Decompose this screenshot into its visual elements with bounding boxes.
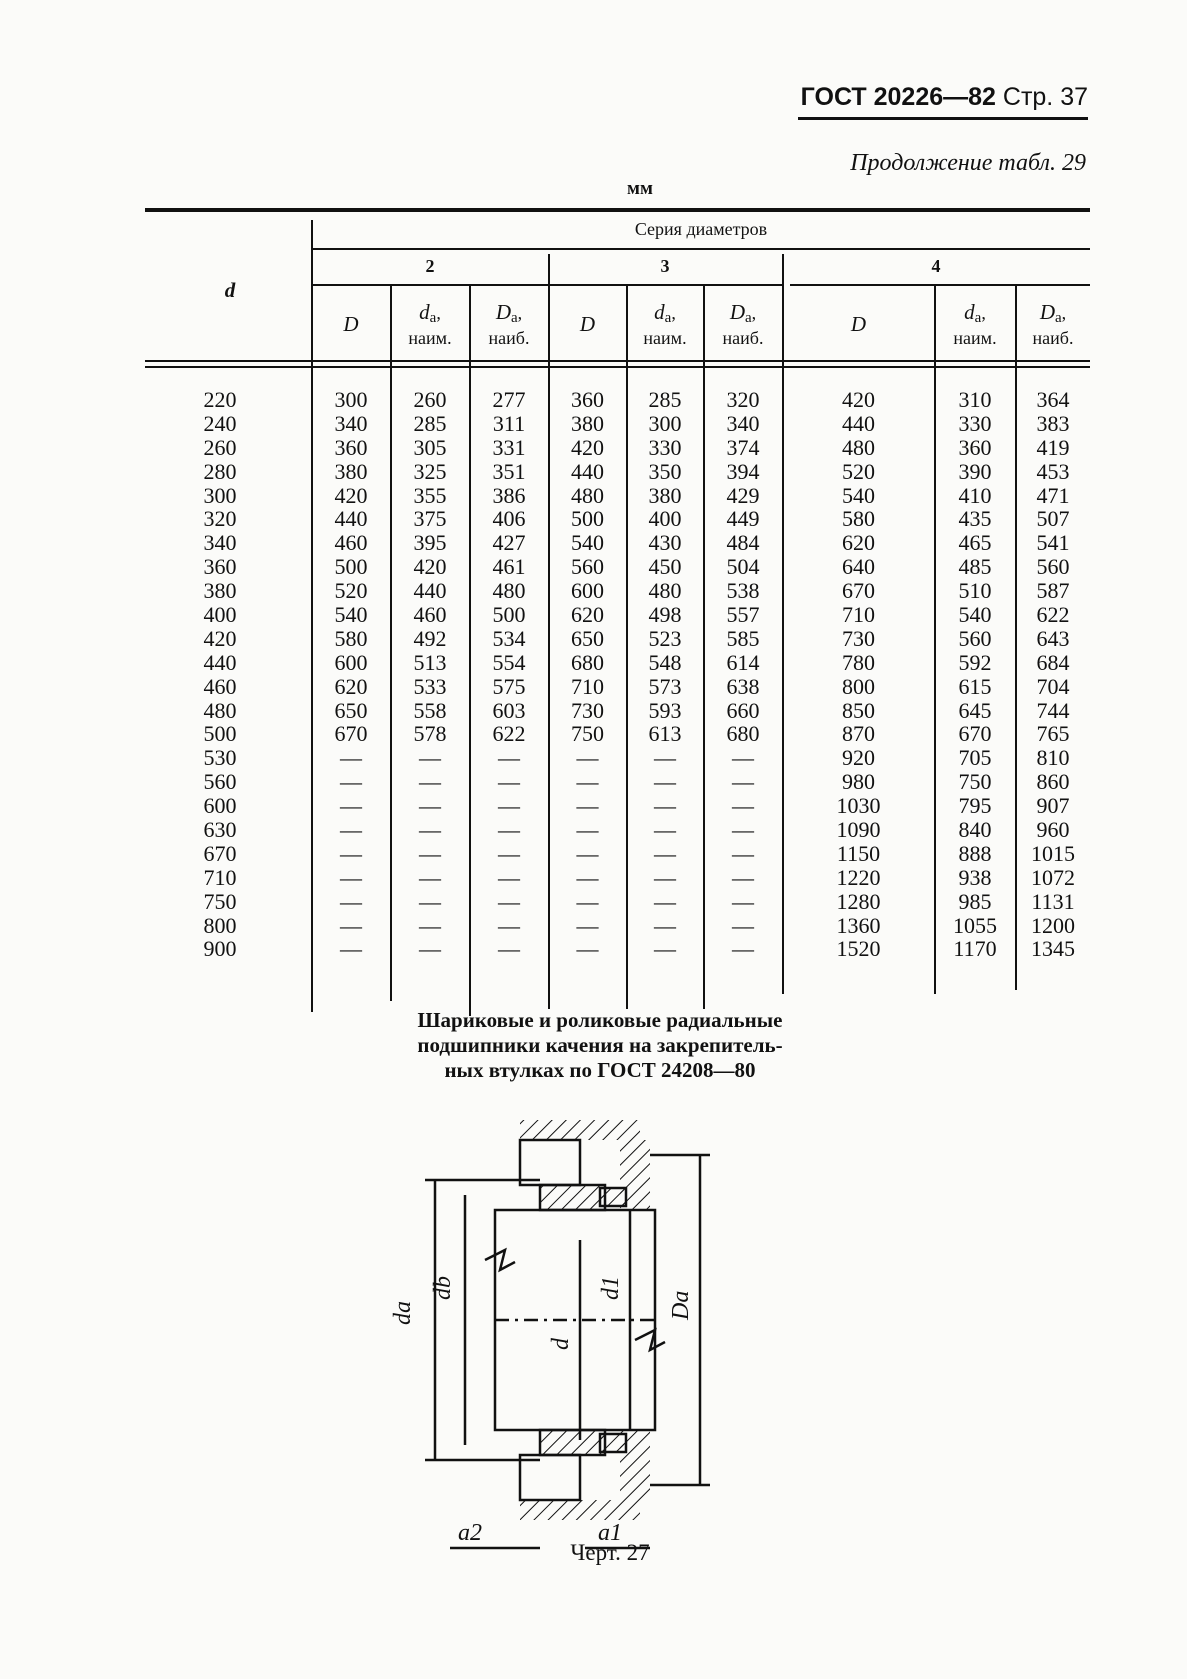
column-d <box>185 388 255 961</box>
table-cell: — <box>419 864 441 890</box>
table-cell: 450 <box>648 554 682 580</box>
table-cell: 427 <box>492 530 526 556</box>
table-cell: 530 <box>203 745 237 771</box>
table-cell: 580 <box>334 625 368 651</box>
table-cell: — <box>654 888 676 914</box>
table-cell: 400 <box>648 506 682 532</box>
table-cell: 350 <box>648 458 682 484</box>
table-cell: 300 <box>648 410 682 436</box>
table-cell: 1520 <box>836 936 881 962</box>
table-cell: 320 <box>726 387 760 412</box>
table-cell: 510 <box>958 578 992 604</box>
table-cell: — <box>498 817 520 843</box>
table-cell: 460 <box>413 602 447 628</box>
table-cell: 460 <box>334 530 368 556</box>
table-cell: 330 <box>958 410 992 436</box>
table-cell: 420 <box>334 482 368 508</box>
table-cell: 730 <box>842 625 875 651</box>
table-cell: 1150 <box>836 840 881 866</box>
table-cell: 1170 <box>953 936 997 962</box>
table-cell: 435 <box>958 506 992 532</box>
table-cell: — <box>340 745 362 771</box>
header-s2-Da: $D_a$, наиб. <box>488 300 530 348</box>
table-cell: 593 <box>648 697 682 723</box>
table-cell: — <box>419 793 441 819</box>
table-cell: 380 <box>571 410 604 436</box>
table-cell: 540 <box>842 482 875 508</box>
table-cell: 395 <box>413 530 447 556</box>
column-s3-da <box>627 388 703 961</box>
table-cell: — <box>732 864 754 890</box>
header-d: d <box>224 278 236 302</box>
header-series-3: 3 <box>660 256 670 276</box>
table-cell: 260 <box>203 434 237 460</box>
table-cell: 795 <box>958 793 992 819</box>
table-cell: — <box>732 769 754 795</box>
table-cell: 554 <box>492 649 526 675</box>
table-cell: 705 <box>958 745 992 771</box>
table-cell: 533 <box>413 673 447 699</box>
table-cell: 750 <box>958 769 992 795</box>
table-cell: — <box>498 745 520 771</box>
table-cell: 375 <box>413 506 447 532</box>
table-cell: 980 <box>842 769 875 795</box>
table-cell: 548 <box>648 649 682 675</box>
table-cell: 360 <box>958 434 992 460</box>
label-db: db <box>430 1276 456 1300</box>
table-cell: 534 <box>492 625 526 651</box>
table-cell: 311 <box>492 410 526 436</box>
table-cell: 520 <box>842 458 875 484</box>
table-cell: — <box>654 817 676 843</box>
column-s3-Da <box>704 388 782 961</box>
table-cell: 660 <box>726 697 760 723</box>
column-s4-da <box>935 388 1015 961</box>
table-cell: 704 <box>1036 673 1070 699</box>
table-cell: 600 <box>571 578 604 604</box>
table-cell: 460 <box>203 673 237 699</box>
table-cell: 364 <box>1036 387 1070 412</box>
table-cell: — <box>654 912 676 938</box>
table-cell: 1200 <box>1031 912 1075 938</box>
table-cell: — <box>576 840 599 866</box>
table-cell: 888 <box>958 840 992 866</box>
table-continuation-note: Продолжение табл. 29 <box>850 150 1086 176</box>
table-cell: 538 <box>726 578 760 604</box>
table-cell: 710 <box>842 602 875 628</box>
table-cell: — <box>419 840 441 866</box>
table-cell: 870 <box>842 721 875 747</box>
column-s2-D <box>312 388 390 961</box>
table-cell: 587 <box>1036 578 1070 604</box>
table-cell: — <box>340 912 362 938</box>
table-cell: 1220 <box>836 864 881 890</box>
table-cell: 614 <box>726 649 760 675</box>
table-cell: 480 <box>492 578 526 604</box>
table-cell: — <box>654 745 676 771</box>
table-cell: 645 <box>958 697 992 723</box>
table-cell: 613 <box>648 721 682 747</box>
table-cell: — <box>576 912 599 938</box>
column-s3-D <box>549 388 626 961</box>
table-cell: — <box>732 840 754 866</box>
table-cell: 449 <box>726 506 760 532</box>
table-cell: 471 <box>1036 482 1070 508</box>
table-cell: 744 <box>1036 697 1070 723</box>
table-cell: 620 <box>571 602 604 628</box>
table-cell: 1131 <box>1031 888 1075 914</box>
table-cell: — <box>340 936 362 962</box>
header-s3-da: $d_a$, наим. <box>643 300 687 348</box>
table-cell: 500 <box>492 602 526 628</box>
table-cell: — <box>576 888 599 914</box>
table-cell: 1090 <box>836 817 881 843</box>
table-cell: 386 <box>492 482 526 508</box>
table-cell: — <box>340 793 362 819</box>
table-cell: 513 <box>413 649 447 675</box>
table-cell: 640 <box>842 554 875 580</box>
table-cell: 765 <box>1036 721 1070 747</box>
table-cell: 300 <box>203 482 237 508</box>
column-s2-Da <box>470 388 548 961</box>
table-cell: 420 <box>413 554 447 580</box>
table-cell: 622 <box>1036 602 1070 628</box>
table-cell: 360 <box>203 554 237 580</box>
table-cell: 575 <box>492 673 526 699</box>
table-cell: 1072 <box>1031 864 1075 890</box>
table-cell: 430 <box>648 530 682 556</box>
header-s3-D: D <box>579 312 596 336</box>
label-Da: Da <box>668 1290 694 1320</box>
table-cell: 383 <box>1036 410 1070 436</box>
label-a1: a1 <box>598 1520 622 1546</box>
header-s4-da: $d_a$, наим. <box>953 300 997 348</box>
table-cell: 680 <box>571 649 604 675</box>
table-cell: 540 <box>334 602 368 628</box>
table-cell: 340 <box>726 410 760 436</box>
table-cell: 1345 <box>1031 936 1075 962</box>
table-cell: 523 <box>648 625 682 651</box>
table-cell: 500 <box>571 506 604 532</box>
table-cell: 485 <box>958 554 992 580</box>
table-cell: 622 <box>492 721 526 747</box>
table-cell: 558 <box>413 697 447 723</box>
table-cell: 406 <box>492 506 526 532</box>
header-s4-D: D <box>850 312 867 336</box>
table-cell: 710 <box>203 864 237 890</box>
table-cell: 480 <box>203 697 237 723</box>
table-cell: 730 <box>571 697 604 723</box>
table-cell: 710 <box>571 673 604 699</box>
header-series-4: 4 <box>931 256 941 276</box>
column-s2-da <box>391 388 469 961</box>
table-cell: 380 <box>334 458 368 484</box>
table-cell: 600 <box>334 649 368 675</box>
table-cell: 578 <box>413 721 447 747</box>
table-cell: 440 <box>571 458 604 484</box>
table-cell: 638 <box>726 673 760 699</box>
table-cell: — <box>498 840 520 866</box>
table-cell: 670 <box>334 721 368 747</box>
table-cell: 340 <box>334 410 368 436</box>
header-rule <box>798 117 1088 120</box>
table-cell: 630 <box>203 817 237 843</box>
table-cell: — <box>340 817 362 843</box>
units-label: мм <box>627 178 653 199</box>
table-cell: 650 <box>571 625 604 651</box>
table-cell: 260 <box>413 387 447 412</box>
table-cell: — <box>498 793 520 819</box>
table-cell: 985 <box>958 888 992 914</box>
table-cell: 410 <box>958 482 992 508</box>
table-cell: 461 <box>492 554 526 580</box>
table-cell: 840 <box>958 817 992 843</box>
table-cell: — <box>576 793 599 819</box>
table-cell: — <box>419 745 441 771</box>
table-cell: 310 <box>958 387 992 412</box>
table-cell: 400 <box>203 602 237 628</box>
header-s4-Da: $D_a$, наиб. <box>1032 300 1074 348</box>
table-cell: 390 <box>958 458 992 484</box>
table-cell: — <box>419 912 441 938</box>
table-cell: 1015 <box>1031 840 1075 866</box>
table-cell: 650 <box>334 697 368 723</box>
table-cell: — <box>340 769 362 795</box>
table-cell: 507 <box>1036 506 1070 532</box>
table-cell: 453 <box>1036 458 1070 484</box>
table-cell: — <box>732 912 754 938</box>
table-cell: 355 <box>413 482 447 508</box>
table-cell: 620 <box>842 530 875 556</box>
table-cell: 480 <box>842 434 875 460</box>
table-cell: — <box>732 888 754 914</box>
table-cell: 504 <box>726 554 760 580</box>
table-cell: 330 <box>648 434 682 460</box>
column-s4-D <box>783 388 934 961</box>
table-cell: — <box>732 745 754 771</box>
table-cell: 1360 <box>836 912 881 938</box>
table-cell: — <box>576 864 599 890</box>
table-cell: 850 <box>842 697 875 723</box>
table-cell: 419 <box>1036 434 1070 460</box>
table-cell: 800 <box>842 673 875 699</box>
table-cell: 585 <box>726 625 760 651</box>
table-cell: 560 <box>203 769 237 795</box>
standard-number: ГОСТ 20226—82 <box>800 83 996 111</box>
table-cell: 1055 <box>953 912 997 938</box>
table-cell: 1030 <box>836 793 881 819</box>
table-cell: 429 <box>726 482 760 508</box>
table-cell: — <box>654 864 676 890</box>
header-s2-D: D <box>343 312 359 336</box>
table-cell: 670 <box>842 578 875 604</box>
table-cell: 573 <box>648 673 682 699</box>
table-cell: 603 <box>492 697 526 723</box>
table-cell: — <box>576 769 599 795</box>
table-cell: 285 <box>648 387 682 412</box>
table-cell: 285 <box>413 410 447 436</box>
table-cell: 500 <box>203 721 237 747</box>
table-cell: 560 <box>958 625 992 651</box>
header-series: Серия диаметров <box>634 219 768 239</box>
table-cell: 500 <box>334 554 368 580</box>
table-cell: — <box>498 936 520 962</box>
table-cell: 684 <box>1036 649 1070 675</box>
table-cell: 680 <box>726 721 760 747</box>
table-cell: — <box>654 936 676 962</box>
table-cell: 480 <box>571 482 604 508</box>
page-number: Стр. 37 <box>1002 83 1088 111</box>
table-cell: — <box>498 864 520 890</box>
table-cell: 920 <box>842 745 875 771</box>
table-cell: 750 <box>571 721 604 747</box>
table-cell: 300 <box>334 387 368 412</box>
table-cell: 331 <box>492 434 526 460</box>
table-cell: 394 <box>726 458 760 484</box>
table-cell: 800 <box>203 912 237 938</box>
table-cell: — <box>340 888 362 914</box>
table-cell: 440 <box>203 649 237 675</box>
table-cell: 907 <box>1036 793 1070 819</box>
table-cell: 592 <box>958 649 992 675</box>
table-cell: 560 <box>571 554 604 580</box>
table-cell: — <box>340 864 362 890</box>
table-cell: 670 <box>958 721 992 747</box>
table-cell: 440 <box>842 410 875 436</box>
table-cell: 374 <box>726 434 760 460</box>
table-cell: 600 <box>203 793 237 819</box>
table-cell: 305 <box>413 434 447 460</box>
table-cell: — <box>576 817 599 843</box>
table-cell: 280 <box>203 458 237 484</box>
page-header <box>800 82 1088 112</box>
table-cell: 484 <box>726 530 760 556</box>
table-cell: 492 <box>413 625 447 651</box>
table-cell: — <box>654 793 676 819</box>
column-s4-Da <box>1016 388 1090 961</box>
table-cell: 380 <box>648 482 682 508</box>
table-cell: — <box>340 840 362 866</box>
label-d: d <box>548 1338 574 1350</box>
table-cell: 615 <box>958 673 992 699</box>
table-cell: — <box>576 745 599 771</box>
table-cell: 557 <box>726 602 760 628</box>
table-cell: — <box>498 912 520 938</box>
section-caption: Шариковые и роликовые радиальные подшипники качения на закрепитель- ных втулках по ГОСТ 24208—80 <box>417 1008 783 1082</box>
table-cell: 860 <box>1036 769 1070 795</box>
table-cell: — <box>419 936 441 962</box>
table-cell: 670 <box>203 840 237 866</box>
table-cell: 420 <box>571 434 604 460</box>
table-cell: — <box>419 769 441 795</box>
table-cell: 320 <box>203 506 237 532</box>
table-cell: 520 <box>334 578 368 604</box>
table-cell: 440 <box>334 506 368 532</box>
table-cell: 643 <box>1036 625 1070 651</box>
table-cell: — <box>732 936 754 962</box>
table-cell: 360 <box>571 387 604 412</box>
table-cell: 351 <box>492 458 526 484</box>
table-cell: — <box>732 817 754 843</box>
table-cell: — <box>498 769 520 795</box>
table-cell: — <box>498 888 520 914</box>
label-da: da <box>390 1301 416 1325</box>
table-cell: 540 <box>571 530 604 556</box>
table-cell: 240 <box>203 410 237 436</box>
table-cell: 325 <box>413 458 447 484</box>
table-cell: 420 <box>842 387 875 412</box>
table-cell: 780 <box>842 649 875 675</box>
table-cell: 498 <box>648 602 682 628</box>
table-cell: 420 <box>203 625 237 651</box>
table-cell: 440 <box>413 578 447 604</box>
table-cell: 960 <box>1036 817 1070 843</box>
table-cell: — <box>419 817 441 843</box>
table-cell: 277 <box>492 387 526 412</box>
table-cell: 541 <box>1036 530 1070 556</box>
table-cell: 220 <box>203 387 237 412</box>
table-cell: 340 <box>203 530 237 556</box>
table-cell: 1280 <box>836 888 881 914</box>
label-a2: a2 <box>458 1520 482 1546</box>
table-cell: 380 <box>203 578 237 604</box>
header-s3-Da: $D_a$, наиб. <box>722 300 764 348</box>
table-cell: 810 <box>1036 745 1070 771</box>
table-cell: — <box>654 769 676 795</box>
table-cell: 480 <box>648 578 682 604</box>
table-cell: — <box>419 888 441 914</box>
table-cell: 900 <box>203 936 237 962</box>
table-cell: 360 <box>334 434 368 460</box>
table-cell: 620 <box>334 673 368 699</box>
bearing-drawing <box>390 1110 740 1546</box>
table-cell: 580 <box>842 506 875 532</box>
table-cell: — <box>732 793 754 819</box>
table-cell: — <box>576 936 599 962</box>
table-cell: 750 <box>203 888 237 914</box>
table-cell: 465 <box>958 530 992 556</box>
table-cell: — <box>654 840 676 866</box>
table-cell: 540 <box>958 602 992 628</box>
header-s2-da: $d_a$, наим. <box>408 300 452 348</box>
label-d1: d1 <box>598 1276 624 1300</box>
header-series-2: 2 <box>425 256 435 276</box>
table-cell: 560 <box>1036 554 1070 580</box>
figure-caption: Черт. 27 <box>570 1540 650 1565</box>
table-cell: 938 <box>958 864 992 890</box>
